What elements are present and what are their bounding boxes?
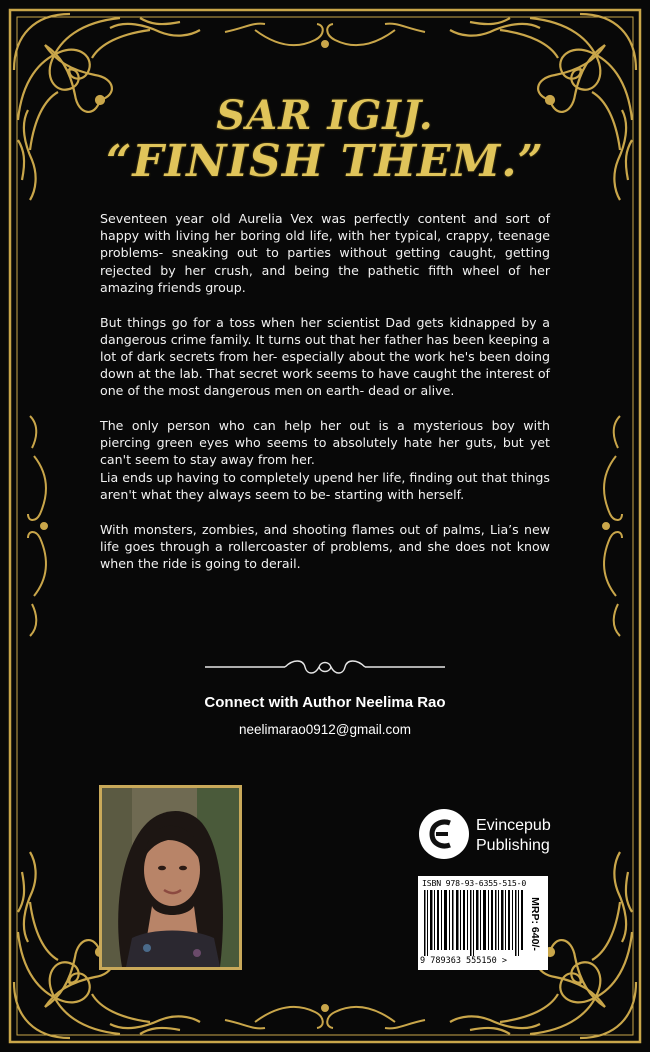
barcode-digits: 9 789363 555150 >: [420, 956, 507, 966]
title-line-2: “FINISH THEM.”: [106, 136, 544, 187]
connect-author-heading: Connect with Author Neelima Rao: [204, 694, 446, 711]
blurb-text: [100, 210, 550, 590]
evincepub-logo-icon: [418, 808, 470, 860]
title-line-1: SAR IGIJ.: [216, 92, 434, 139]
barcode-icon: [422, 890, 526, 956]
blurb-paragraph-4: Lia ends up having to completely upend her life, finding out that things aren't what they always seem to be- starting with herself.: [100, 469, 550, 502]
blurb-paragraph-2: But things go for a toss when her scientist Dad gets kidnapped by a dangerous crime family. It turns out that her father has been keeping a lot of dark secrets from her- especially about the work he's been doing down at the lab. That secret work seems to have caught the interest of one of the most dangerous men on earth- dead or alive.: [100, 314, 550, 399]
blurb-paragraph-5: With monsters, zombies, and shooting flames out of palms, Lia’s new life goes through a rollercoaster of problems, and she does not know when the ride is going to derail.: [100, 521, 550, 571]
author-email: neelimarao0912@gmail.com: [238, 722, 412, 737]
publisher-name-line-1: Evincepub: [476, 817, 551, 834]
author-photo: [99, 785, 242, 970]
blurb-paragraph-3: The only person who can help her out is a mysterious boy with piercing green eyes who seems to absolutely hate her guts, but yet can't seem to stay away from her.: [100, 418, 550, 468]
blurb-paragraph-1: Seventeen year old Aurelia Vex was perfectly content and sort of happy with living her boring old life, with her typical, crappy, teenage problems- sneaking out to parties without getting caught, getting rejected by her crush, and being the pathetic fifth wheel of her amazing friends group.: [100, 211, 550, 295]
ornamental-divider: [205, 655, 445, 679]
mrp-label: MRP: 640/-: [529, 897, 541, 951]
publisher-name: [476, 816, 551, 856]
mrp-price: [524, 890, 546, 964]
publisher-block: [418, 808, 588, 868]
publisher-name-line-2: Publishing: [476, 837, 550, 854]
barcode-block: [418, 876, 548, 970]
isbn-label: ISBN 978-93-6355-515-0: [422, 878, 527, 888]
